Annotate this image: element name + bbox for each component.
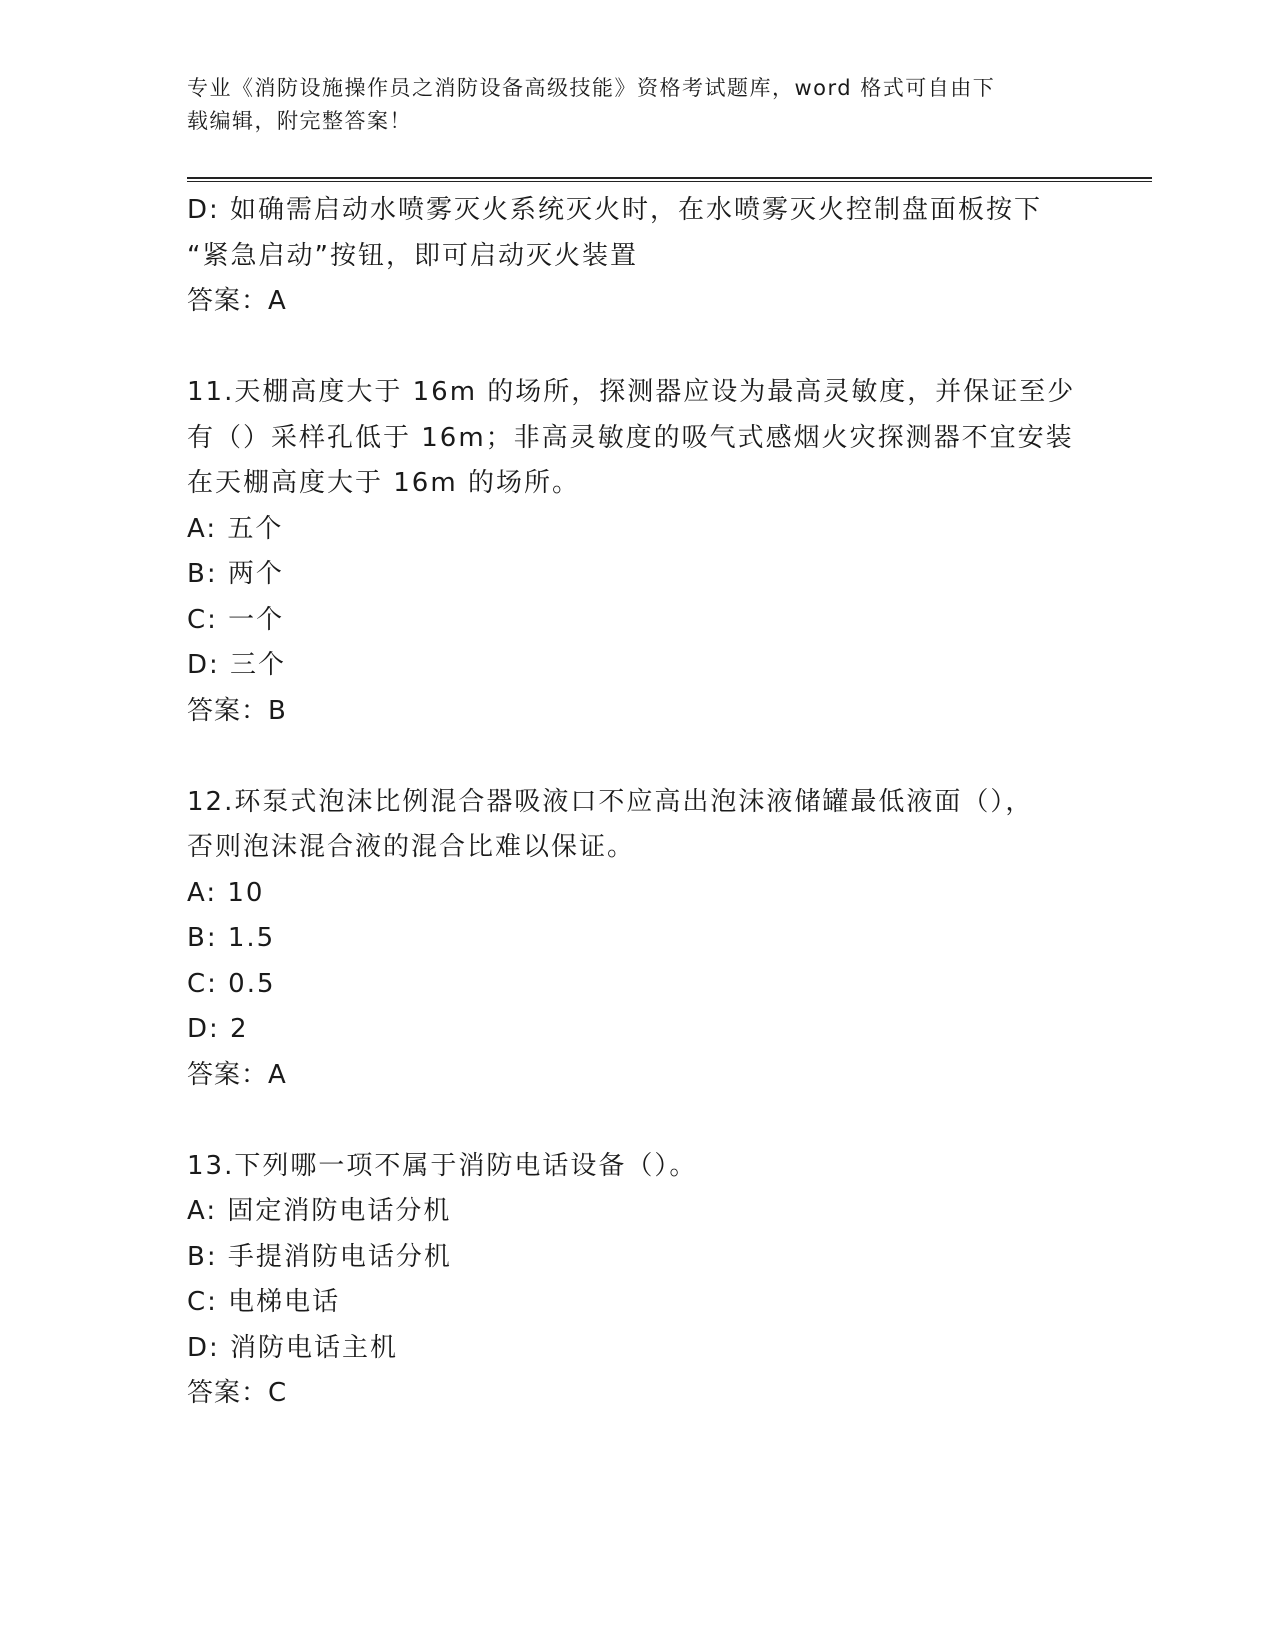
option-d-continued: “紧急启动”按钮，即可启动灭火装置 <box>187 240 638 271</box>
option-a: A: 五个 <box>187 513 284 544</box>
question-11 <box>187 370 1087 734</box>
question-13 <box>187 1144 1087 1417</box>
question-text: 11.天棚高度大于 16m 的场所，探测器应设为最高灵敏度，并保证至少 <box>187 377 1076 407</box>
option-d: D: 三个 <box>187 650 287 680</box>
question-text: 13.下列哪一项不属于消防电话设备（）。 <box>187 1150 698 1181</box>
question-text: 12.环泵式泡沫比例混合器吸液口不应高出泡沫液储罐最低液面（）， <box>187 786 1034 817</box>
answer-line: 答案：A <box>187 1059 287 1090</box>
option-d: D: 消防电话主机 <box>187 1332 399 1363</box>
option-d: D: 如确需启动水喷雾灭火系统灭火时，在水喷雾灭火控制盘面板按下 <box>187 195 1043 225</box>
option-d: D: 2 <box>187 1014 249 1044</box>
option-a: A: 10 <box>187 877 265 908</box>
answer-line: 答案：C <box>187 1378 288 1408</box>
header-line-1: 专业《消防设施操作员之消防设备高级技能》资格考试题库，word 格式可自由下 <box>187 76 996 100</box>
answer-line: 答案：A <box>187 286 287 316</box>
header-divider-thick <box>187 177 1152 179</box>
question-text-continued: 在天棚高度大于 16m 的场所。 <box>187 468 580 498</box>
option-c: C: 电梯电话 <box>187 1287 341 1317</box>
option-b: B: 1.5 <box>187 923 276 953</box>
option-b: B: 两个 <box>187 559 284 589</box>
question-text-continued: 有（）采样孔低于 16m；非高灵敏度的吸气式感烟火灾探测器不宜安装 <box>187 422 1074 453</box>
option-a: A: 固定消防电话分机 <box>187 1196 452 1226</box>
page-header <box>187 72 1067 138</box>
question-12 <box>187 780 1087 1099</box>
option-c: C: 一个 <box>187 604 285 635</box>
option-b: B: 手提消防电话分机 <box>187 1241 452 1272</box>
document-body <box>187 188 1087 1417</box>
previous-question-tail <box>187 188 1087 325</box>
option-c: C: 0.5 <box>187 968 276 999</box>
question-text-continued: 否则泡沫混合液的混合比难以保证。 <box>187 832 636 862</box>
header-divider-thin <box>187 181 1152 182</box>
answer-line: 答案：B <box>187 695 287 726</box>
header-line-2: 载编辑，附完整答案！ <box>187 109 412 133</box>
